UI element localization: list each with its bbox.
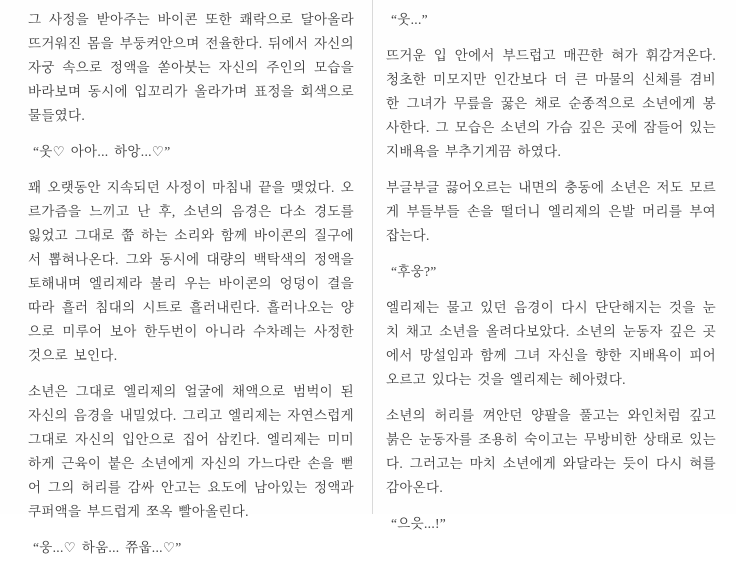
dialogue-line: “으읏...!” xyxy=(391,516,447,531)
story-paragraph: 소년의 허리를 껴안던 양팔을 풀고는 와인처럼 깊고 붉은 눈동자를 조용히 숙이고는 무방비한 상태로 있는다. 그러고는 마치 소년에게 와달라는 듯이 다시 혀를 감아온다. xyxy=(386,408,716,495)
story-paragraph: 엘리제는 물고 있던 음경이 다시 단단해지는 것을 눈치 채고 소년을 올려다보았다. 소년의 눈동자 깊은 곳에서 망설임과 함께 그녀 자신을 향한 지배욕이 피어오르고 있다는 것을 엘리제는 헤아렸다. xyxy=(386,300,716,387)
dialogue-line: “웃...” xyxy=(391,12,428,27)
story-paragraph: 꽤 오랫동안 지속되던 사정이 마침내 끝을 맺었다. 오르가즘을 느끼고 난 후, 소년의 음경은 다소 경도를 잃었고 그대로 쭙 하는 소리와 함께 바이콘의 질구에서 뽑혀나온다. 그와 동시에 대량의 백탁색의 정액을 토해내며 엘리제라 불리 우는 바이콘의 엉덩이 결을 따라 흘러 침대의 시트로 흘러내린다. 흘러나오는 양으로 미루어 보아 한두번이 아니라 수차례는 사정한 것으로 보인다. xyxy=(28,180,354,363)
left-text-column xyxy=(28,8,354,572)
dialogue-line: “후웅?” xyxy=(391,264,437,279)
story-paragraph: 뜨거운 입 안에서 부드럽고 매끈한 혀가 휘감겨온다. 청초한 미모지만 인간보다 더 큰 마물의 신체를 겸비한 그녀가 무릎을 꿇은 채로 순종적으로 소년에게 봉사한다. 그 모습은 소년의 가슴 깊은 곳에 잠들어 있는 지배욕을 부추기게끔 하였다. xyxy=(386,48,716,159)
dialogue-line: “웅...♡ 하움... 쮸웁...♡” xyxy=(33,540,182,555)
dialogue-line: “웃♡ 아아... 하앙...♡” xyxy=(33,144,171,159)
right-text-column xyxy=(386,8,716,548)
story-paragraph: 부글부글 끓어오르는 내면의 충동에 소년은 저도 모르게 부들부들 손을 떨더니 엘리제의 은발 머리를 부여잡는다. xyxy=(386,180,716,243)
story-paragraph: 소년은 그대로 엘리제의 얼굴에 채액으로 범벅이 된 자신의 음경을 내밀었다. 그리고 엘리제는 자연스럽게 그대로 자신의 입안으로 집어 삼킨다. 엘리제는 미미하게 근육이 붙은 소년에게 자신의 가느다란 손을 뻗어 그의 허리를 감싸 안고는 요도에 남아있는 정액과 쿠퍼액을 부드럽게 쪼옥 빨아올린다. xyxy=(28,384,354,519)
column-divider-line xyxy=(372,0,373,514)
story-paragraph: 그 사정을 받아주는 바이콘 또한 쾌락으로 달아올라 뜨거워진 몸을 부둥켜안으며 전율한다. 뒤에서 자신의 자궁 속으로 정액을 쏟아붓는 자신의 주인의 모습을 바라보며 동시에 입꼬리가 올라가며 표정을 회색으로 물들였다. xyxy=(28,12,354,123)
